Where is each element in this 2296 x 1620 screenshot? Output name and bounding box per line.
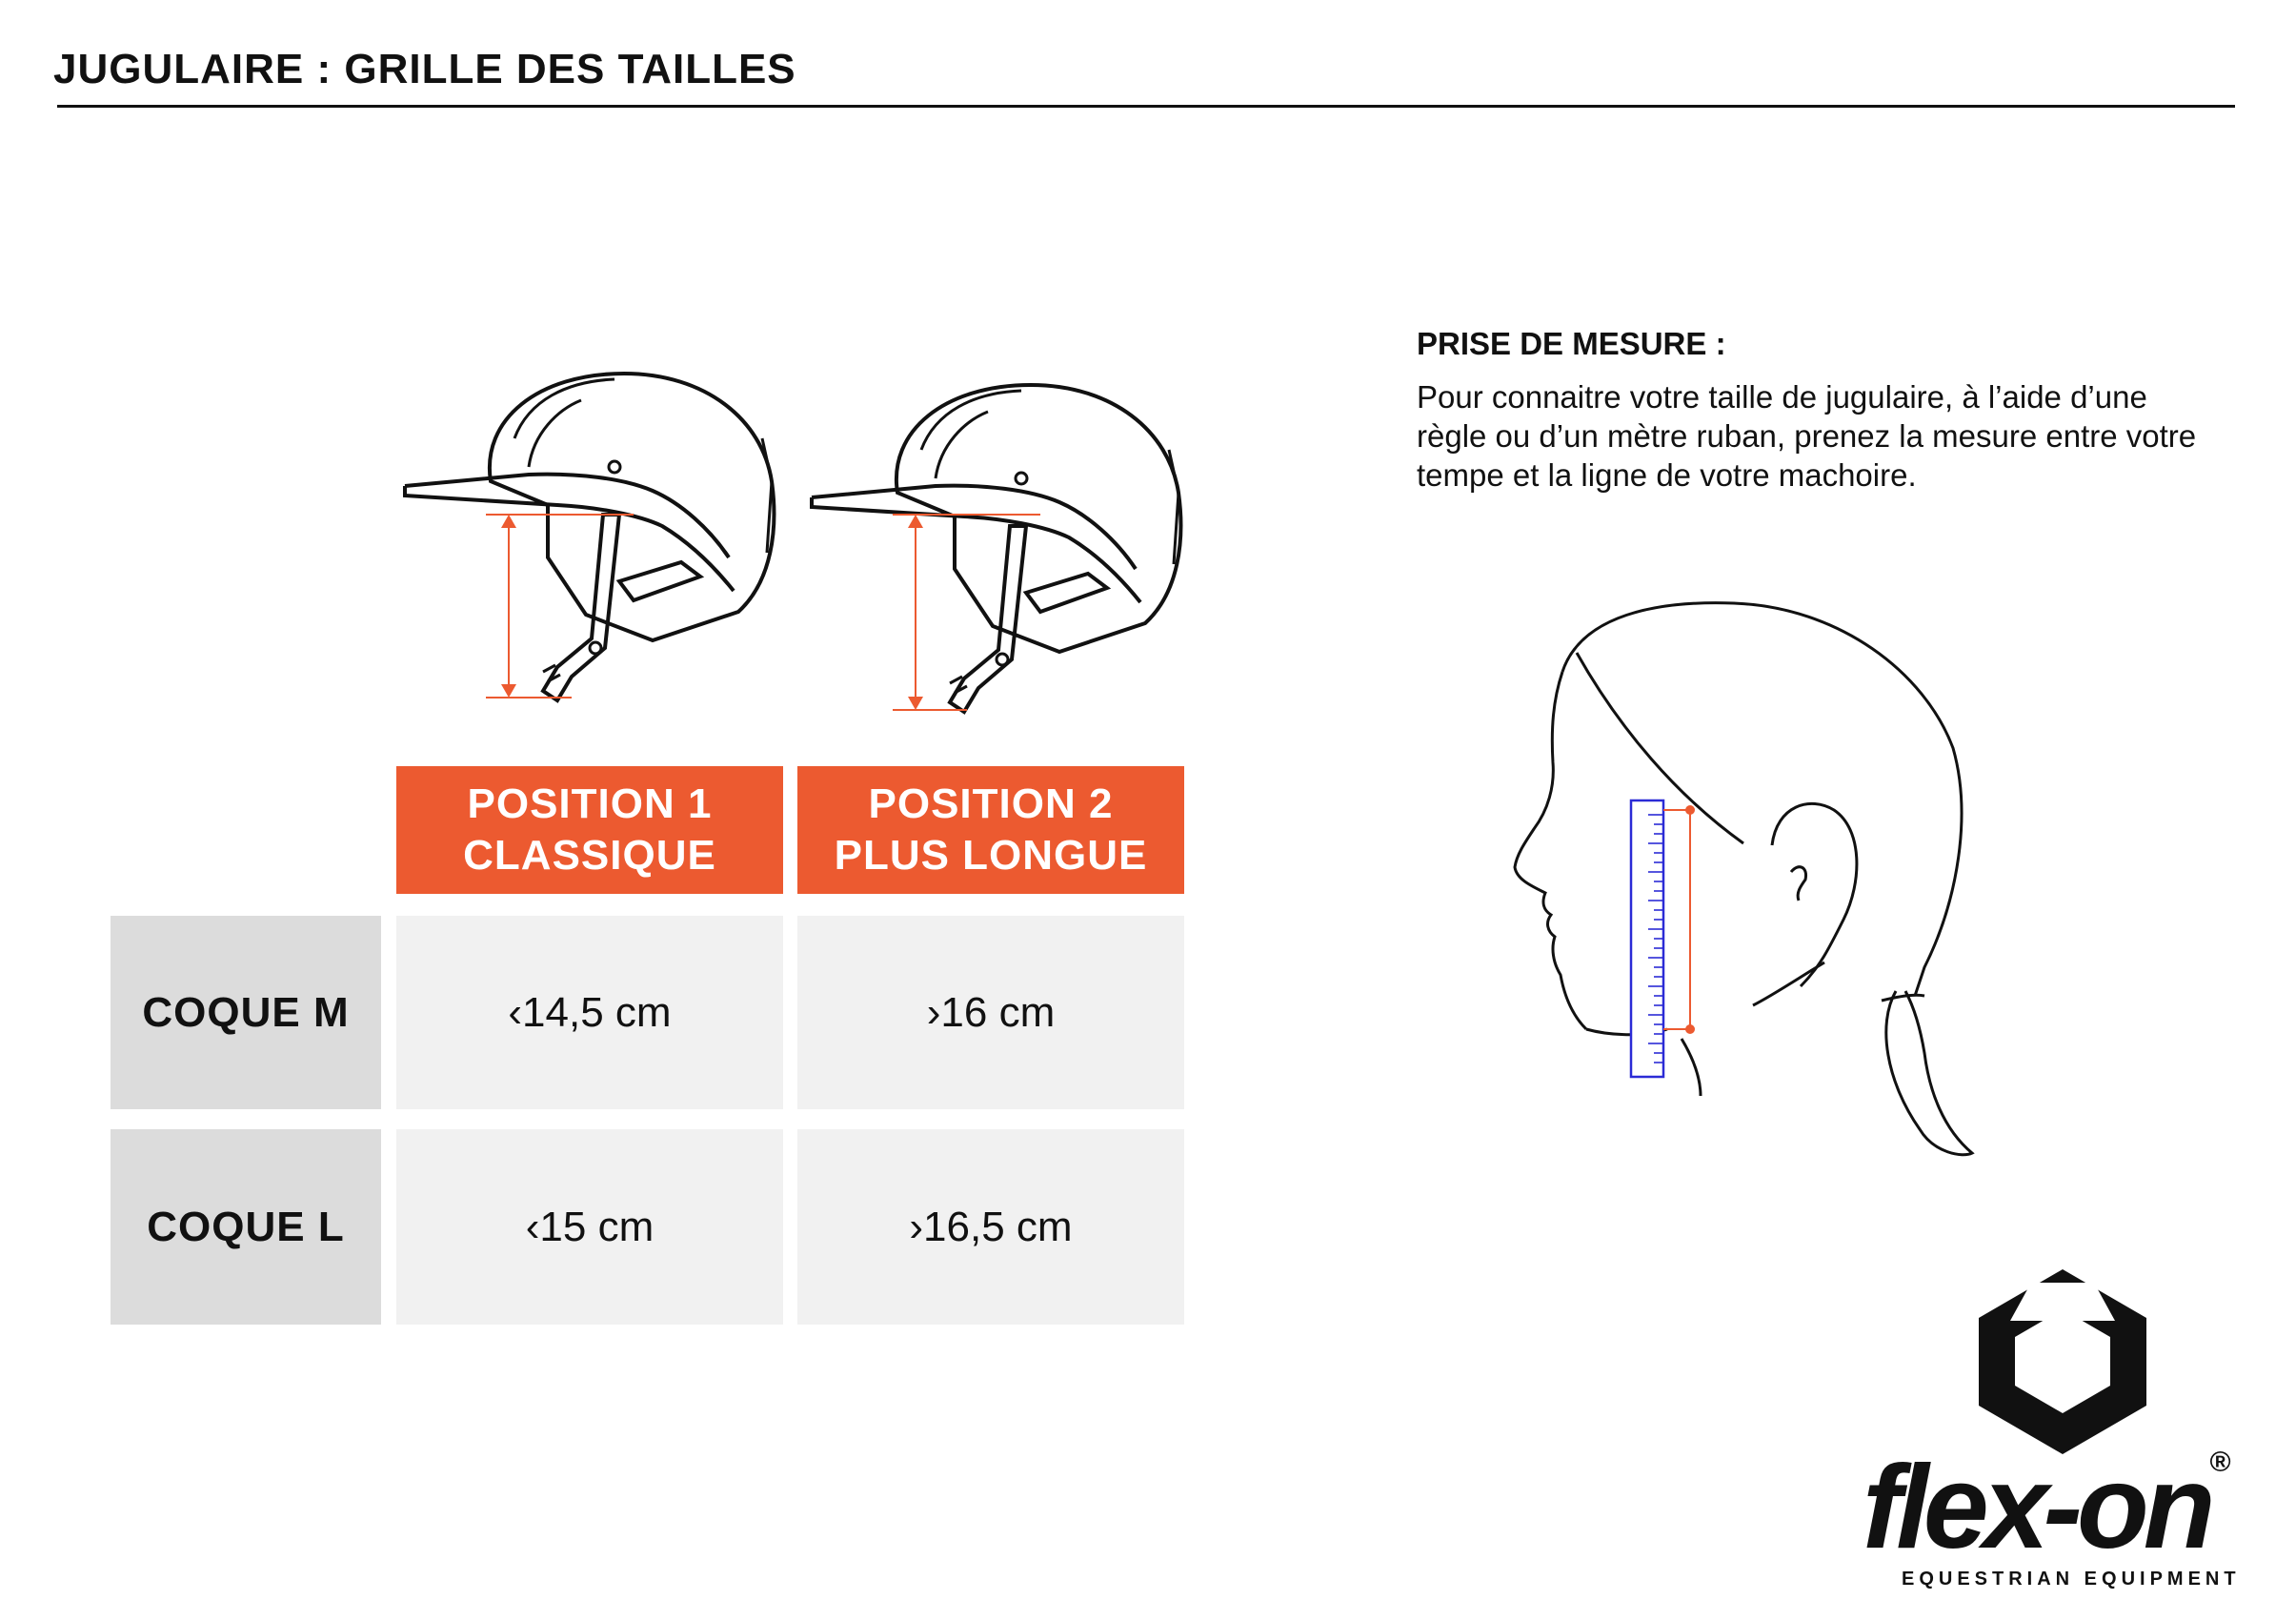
- column-header-position-1: [396, 766, 783, 894]
- column-header-line1: POSITION 1: [467, 780, 713, 827]
- logo-wordmark-text: flex-on: [1863, 1442, 2210, 1573]
- page-title: JUGULAIRE : GRILLE DES TAILLES: [53, 46, 796, 92]
- title-divider: [57, 105, 2235, 108]
- measurement-heading: PRISE DE MESURE :: [1417, 326, 1726, 361]
- column-header-line1: POSITION 2: [868, 780, 1114, 827]
- column-header-line2: PLUS LONGUE: [834, 832, 1148, 879]
- table-cell: ›16,5 cm: [797, 1129, 1184, 1325]
- measurement-text: Pour connaitre votre taille de jugulaire, à l’aide d’une règle ou d’un mètre ruban, prenez la mesure entre votre tempe et la ligne de votre machoire.: [1417, 379, 2197, 493]
- table-cell: ‹14,5 cm: [396, 916, 783, 1109]
- row-label-coque-m: COQUE M: [111, 916, 381, 1109]
- flex-on-emblem-icon: [1972, 1264, 2153, 1460]
- logo-tagline: EQUESTRIAN EQUIPMENT: [1902, 1569, 2241, 1590]
- row-label-coque-l: COQUE L: [111, 1129, 381, 1325]
- logo-wordmark: [1863, 1442, 2231, 1573]
- column-header-position-2: [797, 766, 1184, 894]
- helmet-illustrations: [391, 362, 1210, 734]
- registered-mark: ®: [2209, 1447, 2231, 1478]
- column-header-line2: CLASSIQUE: [463, 832, 716, 879]
- head-illustration: [1496, 596, 2067, 1167]
- table-cell: ›16 cm: [797, 916, 1184, 1109]
- table-cell: ‹15 cm: [396, 1129, 783, 1325]
